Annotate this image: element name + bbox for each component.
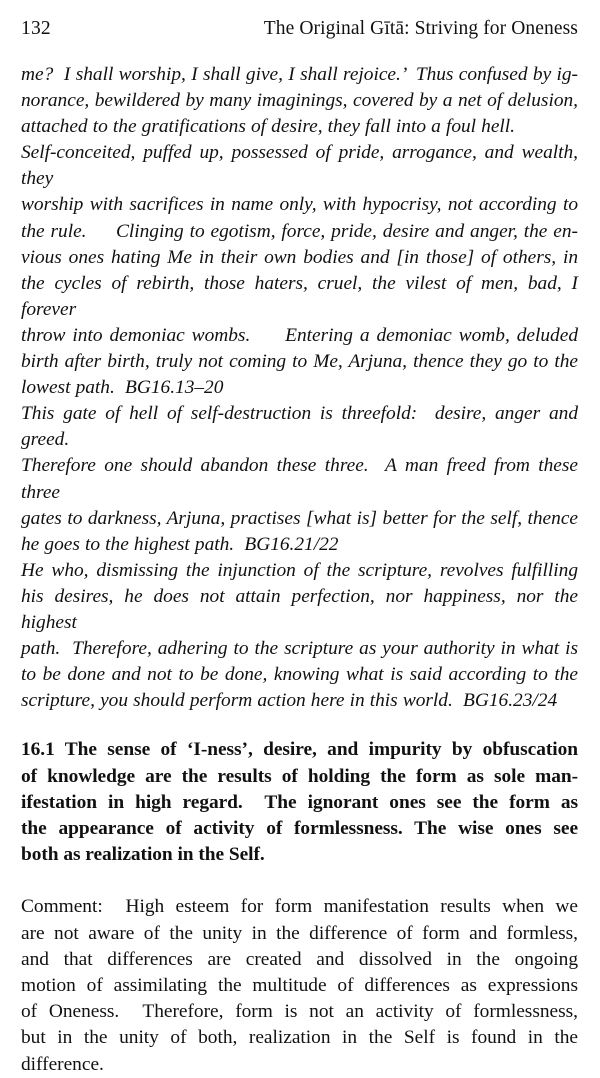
scripture-line: worship with sacrifices in name only, with hypocrisy, not according to [21, 194, 578, 216]
scripture-line: path. Therefore, adhering to the scripture as your authority in what is [21, 638, 578, 660]
scripture-line: gates to darkness, Arjuna, practises [what is] better for the self, thence [21, 507, 578, 529]
scripture-line: throw into demoniac wombs. Entering a demoniac womb, deluded [21, 324, 578, 346]
comment-line: difference. [21, 1053, 104, 1075]
scripture-line: his desires, he does not attain perfection, nor happiness, nor the highest [21, 585, 584, 633]
comment-line: and that differences are created and dissolved in the ongoing [21, 948, 578, 970]
text-column [21, 62, 584, 1078]
scripture-line: Therefore one should abandon these three. A man freed from these three [21, 455, 584, 503]
comment-line: but in the unity of both, realization in the Self is found in the [21, 1027, 578, 1049]
comment-paragraph [21, 894, 578, 1077]
scripture-line: attached to the gratifications of desire, they fall into a foul hell. [21, 116, 515, 138]
scripture-line: the cycles of rebirth, those haters, cruel, the vilest of men, bad, I forever [21, 272, 584, 320]
scripture-line: the rule. Clinging to egotism, force, pride, desire and anger, the en- [21, 220, 578, 242]
scripture-line: Self-conceited, puffed up, possessed of pride, arrogance, and wealth, they [21, 142, 584, 190]
scripture-line: scripture, you should perform action here in this world. BG16.23/24 [21, 690, 558, 712]
scripture-line: he goes to the highest path. BG16.21/22 [21, 533, 339, 555]
comment-line: motion of assimilating the multitude of differences as expressions [21, 974, 578, 996]
section-heading-line: 16.1 The sense of ‘I-ness’, desire, and impurity by obfuscation [21, 739, 578, 761]
scripture-line: lowest path. BG16.13–20 [21, 377, 224, 399]
running-title: The Original Gītā: Striving for Oneness [263, 18, 578, 39]
section-heading-16-1 [21, 737, 578, 868]
scripture-line: vious ones hating Me in their own bodies and [in those] of others, in [21, 246, 578, 268]
scripture-line: birth after birth, truly not coming to Me, Arjuna, thence they go to the [21, 351, 578, 373]
scripture-line: me? I shall worship, I shall give, I shall rejoice.’ Thus confused by ig- [21, 64, 578, 85]
scripture-line: norance, bewildered by many imaginings, covered by a net of delusion, [21, 90, 578, 112]
section-heading-line: of knowledge are the results of holding the form as sole man- [21, 765, 578, 787]
comment-line: Comment: High esteem for form manifestation results when we [21, 896, 578, 918]
scripture-line: He who, dismissing the injunction of the scripture, revolves fulfilling [21, 559, 578, 581]
scripture-quotation-block [21, 62, 584, 714]
comment-line: are not aware of the unity in the difference of form and formless, [21, 922, 578, 944]
section-heading-line: ifestation in high regard. The ignorant ones see the form as [21, 791, 578, 813]
scripture-line: to be done and not to be done, knowing what is said according to the [21, 664, 578, 686]
comment-line: of Oneness. Therefore, form is not an activity of formlessness, [21, 1001, 578, 1023]
page-number: 132 [21, 18, 51, 39]
running-head [21, 16, 578, 44]
section-heading-line: the appearance of activity of formlessness. The wise ones see [21, 817, 578, 839]
section-heading-line: both as realization in the Self. [21, 844, 265, 866]
scripture-line: This gate of hell of self-destruction is threefold: desire, anger and greed. [21, 403, 584, 451]
